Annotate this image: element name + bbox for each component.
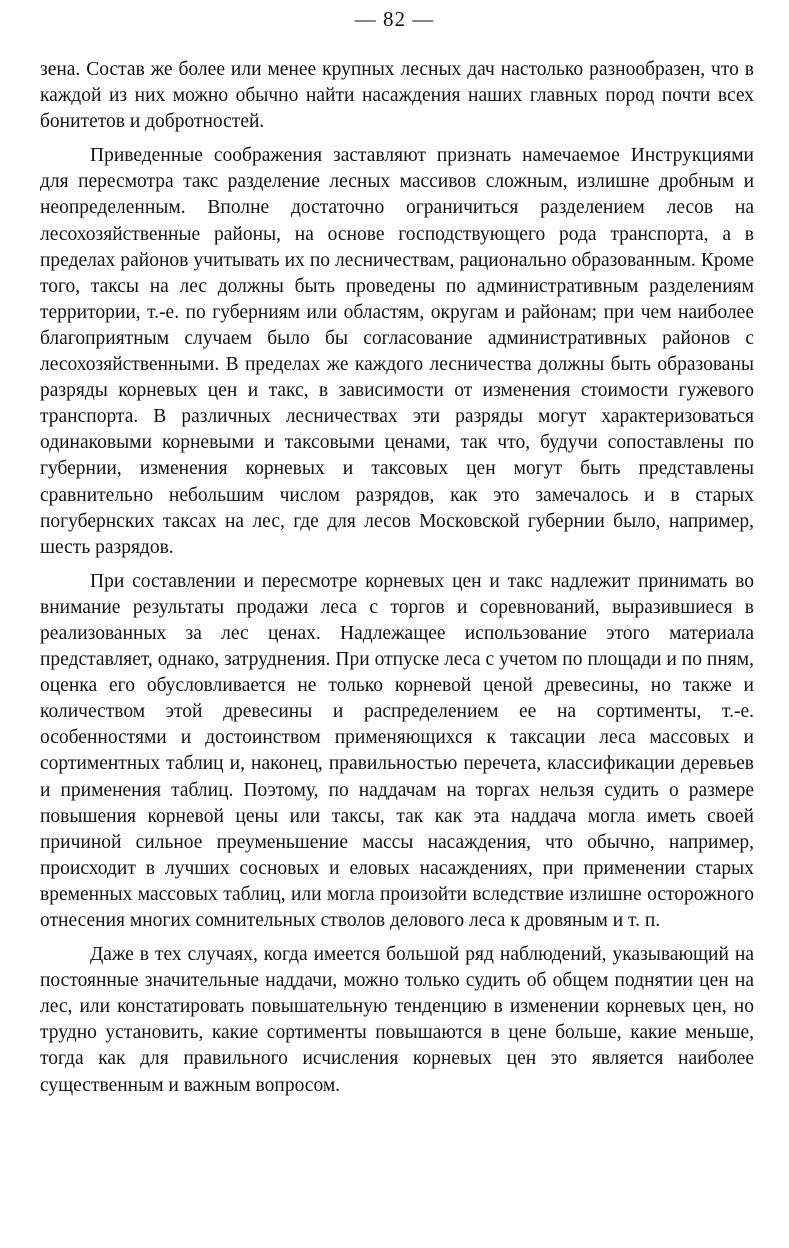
body-text [40,57,754,1107]
paragraph-continuation: зена. Состав же более или менее крупных лесных дач настолько разнообразен, что в каждой из них можно обычно найти насаждения наших главных пород почти всех бонитетов и добротностей. [40,59,754,133]
page-number: — 82 — [354,7,435,31]
paragraph: При составлении и пересмотре корневых цен и такс надлежит принимать во внимание результаты продажи леса с торгов и соревнований, выразившиеся в реализованных за лес ценах. Надлежащее использование этого материала представляет, однако, затруднения. При отпуске леса с учетом по площади и по пням, оценка его обусловливается не только корневой ценой древесины, но также и количеством этой древесины и распределением ее на сортименты, т.-е. особенностями и достоинством применяющихся к таксации леса массовых и сортиментных таблиц и, наконец, правильностью перечета, классификации деревьев и применения таблиц. Поэтому, по наддачам на торгах нельзя судить о размере повышения корневой цены или таксы, так как эта наддача могла иметь своей причиной сильное преуменьшение массы насаждения, что обычно, например, происходит в лучших сосновых и еловых насаждениях, при применении старых временных массовых таблиц, или могла произойти вследствие излишне осторожного отнесения многих сомнительных стволов делового леса к дровяным и т. п. [40,570,754,931]
paragraph: Даже в тех случаях, когда имеется большой ряд наблюдений, указывающий на постоянные значительные наддачи, можно только судить об общем поднятии цен на лес, или констатировать повышательную тенденцию в изменении корневых цен, но трудно установить, какие сортименты повышаются в цене больше, какие меньше, тогда как для правильного исчисления корневых цен это является наиболее существенным и важным вопросом. [40,944,754,1096]
paragraph: Приведенные соображения заставляют признать намечаемое Инструкциями для пересмотра такс разделение лесных массивов сложным, излишне дробным и неопределенным. Вполне достаточно ограничиться разделением лесов на лесохозяйственные районы, на основе господствующего рода транспорта, а в пределах районов учитывать их по лесничествам, рационально образованным. Кроме того, таксы на лес должны быть проведены по административным разделениям территории, т.-е. по губерниям или областям, округам и районам; при чем наиболее благоприятным случаем было бы согласование административных районов с лесохозяйственными. В пределах же каждого лесничества должны быть образованы разряды корневых цен и такс, в зависимости от изменения стоимости гужевого транспорта. В различных лесничествах эти разряды могут характеризоваться одинаковыми корневыми и таксовыми ценами, так что, будучи сопоставлены по губернии, изменения корневых и таксовых цен могут быть представлены сравнительно небольшим числом разрядов, как это замечалось и в старых погубернских таксах на лес, где для лесов Московской губернии было, например, шесть разрядов. [40,145,754,558]
